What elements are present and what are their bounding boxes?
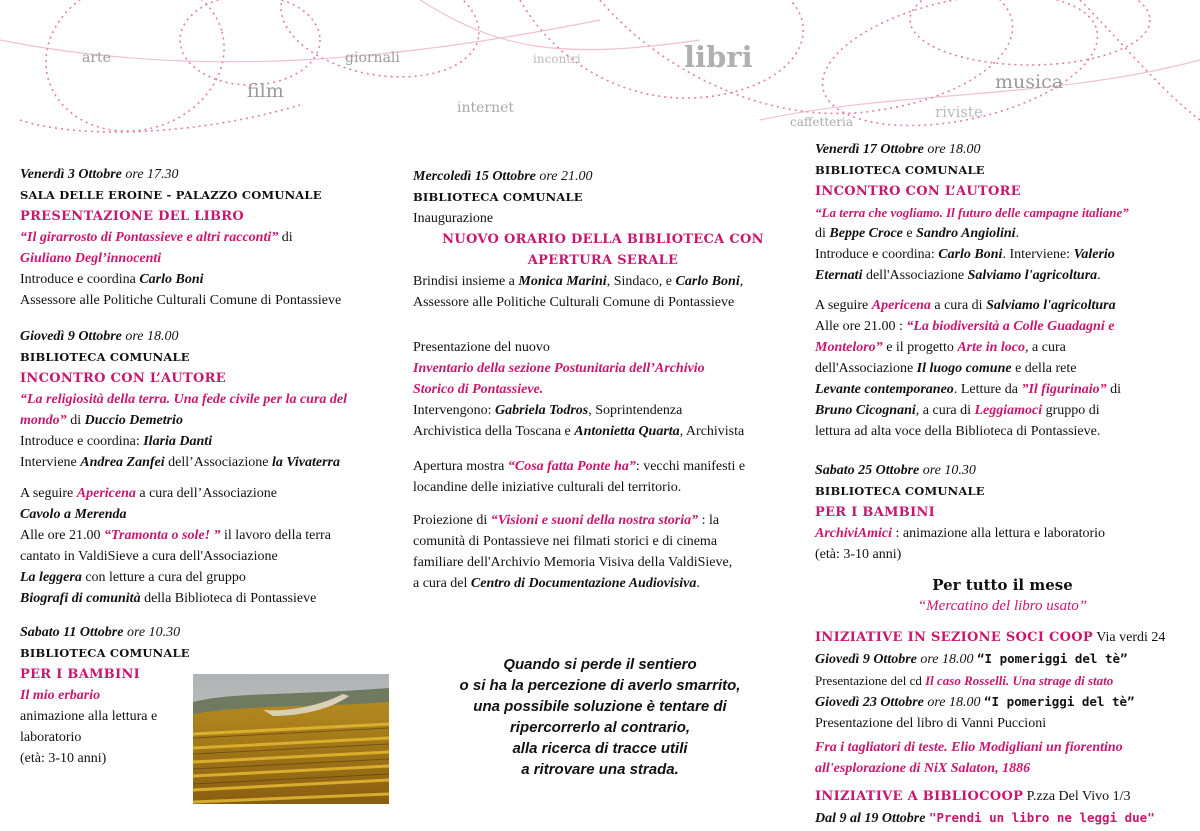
venue: SALA DELLE EROINE - PALAZZO COMUNALE [20,188,322,202]
header-word-incontri: incontri [533,52,581,66]
bibliocoop-section: INIZIATIVE A BIBLIOCOOP P.zza Del Vivo 1/3 Dal 9 al 19 Ottobre "Prendi un libro ne leggi due" [815,789,1155,826]
venue: BIBLIOTECA COMUNALE [815,163,985,177]
event-mostra: Apertura mostra “Cosa fatta Ponte ha”: vecchi manifesti e locandine delle iniziative culturali del territorio. [413,459,746,495]
book-title: “La terra che vogliamo. Il futuro delle campagne italiane” [815,205,1129,220]
book-title: “Il girarrosto di Pontassieve e altri racconti” [20,230,279,245]
header-word-musica: musica [995,71,1064,93]
header-word-libri: libri [684,40,753,74]
event-proiezione: Proiezione di “Visioni e suoni della nostra storia” : la comunità di Pontassieve nei filmati storici e di cinema familiare dell'Archivio Memoria Visiva della ValdiSieve, a cura del Centro di Documentazione Audiovisiva. [413,513,733,591]
event-kind: PRESENTAZIONE DEL LIBRO [20,209,245,224]
month-section: Per tutto il mese “Mercatino del libro usato” [917,576,1088,614]
header-word-arte: arte [82,50,111,66]
event-sabato-25: Sabato 25 Ottobre ore 10.30 BIBLIOTECA COMUNALE PER I BAMBINI ArchiviAmici : animazione alla lettura e laboratorio (età: 3-10 anni) [815,460,1190,565]
header-word-caffetteria: caffetteria [790,115,853,129]
event-kind: APERTURA SERALE [527,253,679,268]
event-venerdi-3: Venerdì 3 Ottobre ore 17.30 SALA DELLE EROINE - PALAZZO COMUNALE PRESENTAZIONE DEL LIBRO “Il girarrosto di Pontassieve e altri racconti” di Giuliano Degl’innocenti Introduce e coordina Carlo Boni Assessore alle Politiche Culturali Comune di Pontassieve [20,164,395,311]
venue: BIBLIOTECA COMUNALE [20,646,190,660]
venue: BIBLIOTECA COMUNALE [413,190,583,204]
vineyard-photo [193,674,389,804]
column-right [815,139,1190,829]
header-banner [0,0,1200,140]
event-giovedi-9: Giovedì 9 Ottobre ore 18.00 BIBLIOTECA COMUNALE INCONTRO CON L’AUTORE “La religiosità della terra. Una fede civile per la cura del mondo” di Duccio Demetrio Introduce e coordina: Ilaria Danti Interviene Andrea Zanfei dell’Associazione la Vivaterra A seguire Apericena a cura dell’Associazione Cavolo a Merenda Alle ore 21.00 “Tramonta o sole! ” il lavoro della terra cantato in ValdiSieve a cura dell'Associazione La leggera con letture a cura del gruppo Biografi di comunità della Biblioteca di Pontassieve [20,326,395,609]
header-word-riviste: riviste [935,103,983,121]
header-word-giornali: giornali [345,50,400,66]
book-title: “La religiosità della terra. Una fede civile per la cura del mondo” [20,392,348,428]
swirl-decoration [0,0,1200,140]
coop-section: INIZIATIVE IN SEZIONE SOCI COOP Via verdi 24 Giovedì 9 Ottobre ore 18.00 “I pomeriggi del tè” Presentazione del cd Il caso Rosselli. Una strage di stato Giovedì 23 Ottobre ore 18.00 “I pomeriggi del tè” Presentazione del libro di Vanni Puccioni Fra i tagliatori di teste. Elio Modigliani un fiorentino all'esplorazione di NiX Salaton, 1886 [815,630,1166,776]
column-center [413,166,793,594]
header-word-film: film [247,80,284,102]
event-venerdi-17: Venerdì 17 Ottobre ore 18.00 BIBLIOTECA COMUNALE INCONTRO CON L’AUTORE “La terra che vogliamo. Il futuro delle campagne italiane” di Beppe Croce e Sandro Angiolini. Introduce e coordina: Carlo Boni. Interviene: Valerio Eternati dell'Associazione Salviamo l'agricoltura. A seguire Apericena a cura di Salviamo l'agricoltura Alle ore 21.00 : “La biodiversità a Colle Guadagni e Monteloro” e il progetto Arte in loco, a cura dell'Associazione Il luogo comune e della rete Levante contemporaneo. Letture da ”Il figurinaio” di Bruno Cicognani, a cura di Leggiamoci gruppo di lettura ad alta voce della Biblioteca di Pontassieve. [815,139,1190,442]
event-kind: PER I BAMBINI [815,505,936,520]
event-kind: PER I BAMBINI [20,667,141,682]
header-word-internet: internet [457,100,515,116]
event-title: Il mio erbario [20,688,101,703]
venue: BIBLIOTECA COMUNALE [20,350,190,364]
event-kind: NUOVO ORARIO DELLA BIBLIOTECA CON [442,232,764,247]
event-mercoledi-15: Mercoledì 15 Ottobre ore 21.00 BIBLIOTECA COMUNALE Inaugurazione NUOVO ORARIO DELLA BIBLIOTECA CON APERTURA SERALE Brindisi insieme a Monica Marini, Sindaco, e Carlo Boni, Assessore alle Politiche Culturali Comune di Pontassieve [413,166,793,313]
event-kind: INCONTRO CON L’AUTORE [815,184,1021,199]
book-author: Giuliano Degl’innocenti [20,251,162,266]
event-inventario: Presentazione del nuovo Inventario della sezione Postunitaria dell’Archivio Storico di Pontassieve. Intervengono: Gabriela Todros, Soprintendenza Archivistica della Toscana e Antonietta Quarta, Archivista [413,340,745,439]
event-sabato-11: Sabato 11 Ottobre ore 10.30 BIBLIOTECA COMUNALE PER I BAMBINI Il mio erbario animazione alla lettura e laboratorio (età: 3-10 anni) [20,622,395,769]
venue: BIBLIOTECA COMUNALE [815,484,985,498]
quote-block: Quando si perde il sentiero o si ha la percezione di averlo smarrito, una possibile soluzione è tentare di ripercorrerlo al contrario, alla ricerca di tracce utili a ritrovare una strada. [459,656,741,778]
event-kind: INCONTRO CON L’AUTORE [20,371,226,386]
